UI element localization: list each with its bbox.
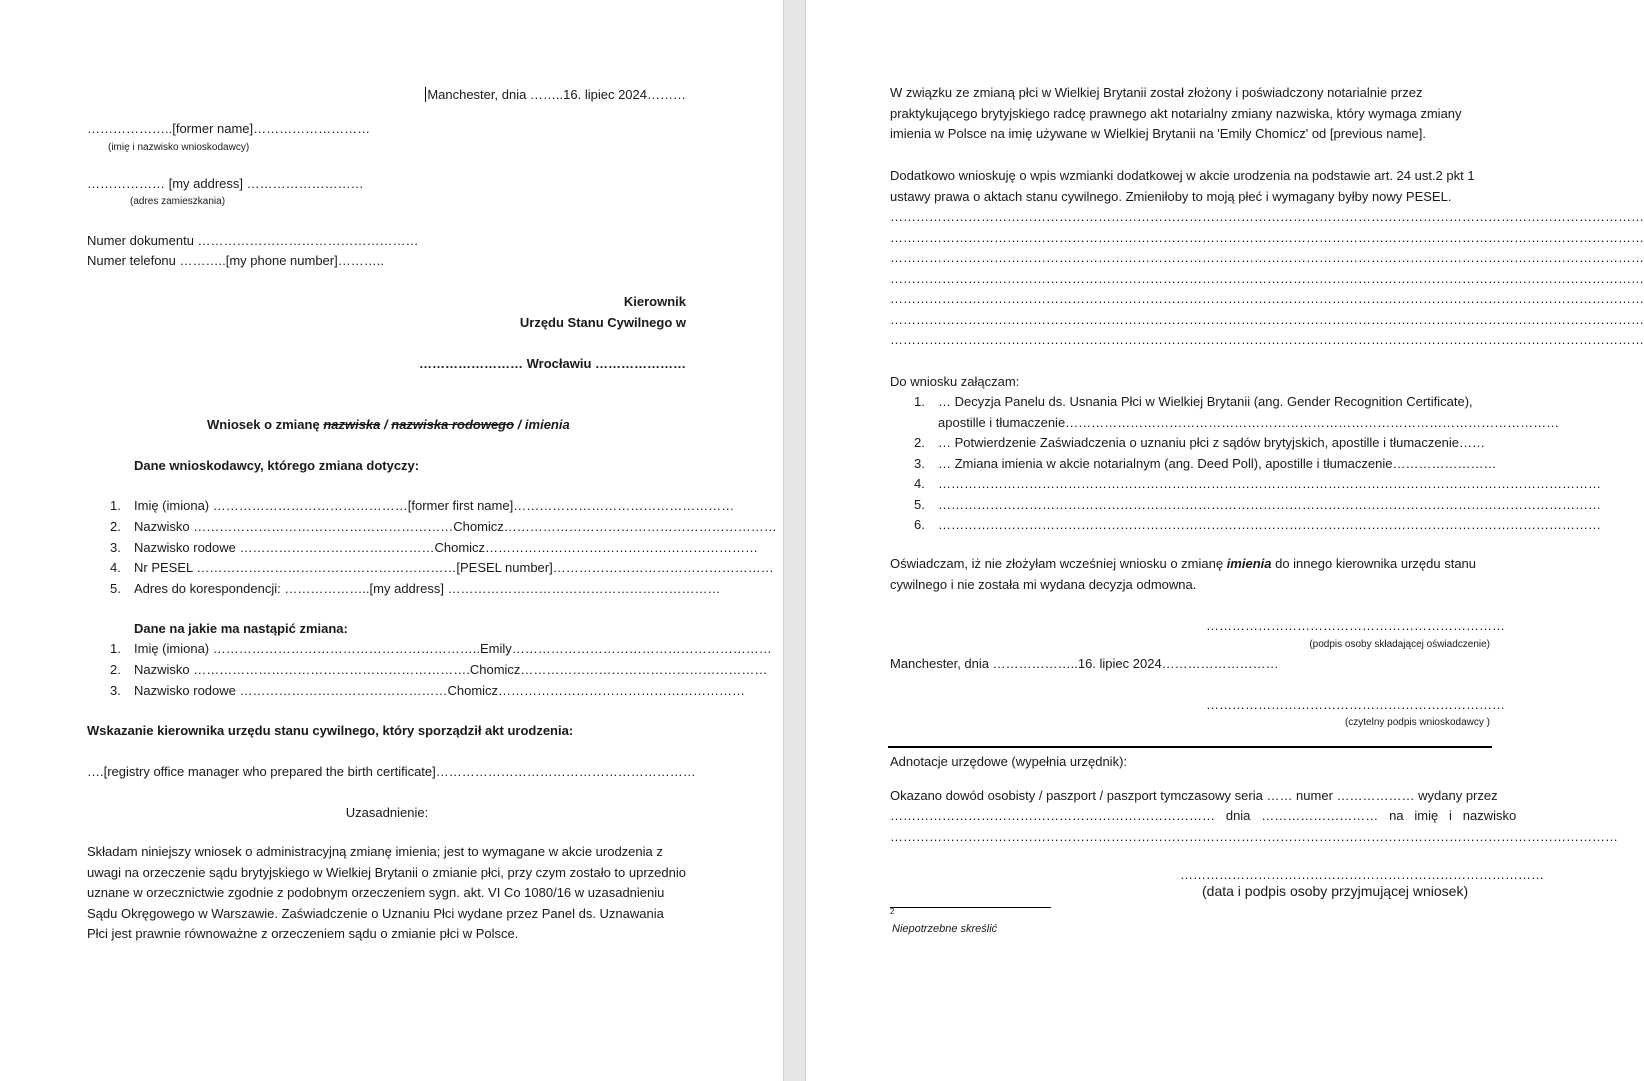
footnote-separator [890,907,1051,908]
intro-text: W związku ze zmianą płci w Wielkiej Brytanii został złożony i poświadczony notarialnie przez praktykującego brytyjskiego radcę prawnego akt notarialny zmiany nazwiska, który wymaga zmiany imienia w Polsce na imię używane w Wielkiej Brytanii na 'Emily Chomicz' od [previous name]. [890,85,1462,141]
phone-number: Numer telefonu ………..[my phone number]……….. [87,253,384,268]
registry-heading: Wskazanie kierownika urzędu stanu cywilnego, który sporządził akt urodzenia: [87,723,574,738]
official-line-2: ………………………………………………………………… dnia ……………………… na imię i nazwisko [890,808,1517,823]
signature-line-applicant: …………………………………………………………… [1206,697,1505,712]
official-signature-line: ………………………………………………………………………… [1180,867,1544,882]
list-item: 5. Adres do korespondencji: ………………..[my address] ……………………………………………………… [110,581,721,596]
attachment-item: 4. ……………………………………………………………………………………………………………………………………… [914,476,1601,491]
attachment-item: 2. … Potwierdzenie Zaświadczenia o uznaniu płci z sądów brytyjskich, apostille i tłumaczenie…… [914,435,1485,450]
attachment-item: 5. ……………………………………………………………………………………………………………………………………… [914,497,1601,512]
list-item: 3. Nazwisko rodowe ………………………………………Chomicz……………………………………………………… [110,540,759,555]
attachment-item: 6. ……………………………………………………………………………………………………………………………………… [914,517,1601,532]
section-divider [888,746,1492,748]
list-item: 4. Nr PESEL ……………………………………………………[PESEL number]…………………………………………… [110,560,774,575]
addressee-line2: Urzędu Stanu Cywilnego w [519,315,686,330]
dotted-line: ………………………………………………………………………………………………………………………………………………………… [890,229,1644,245]
additional-text: Dodatkowo wnioskuję o wpis wzmianki dodatkowej w akcie urodzenia na podstawie art. 24 ust.2 pkt 1 ustawy prawa o aktach stanu cywilnego. Zmieniłoby to moją płeć i wymagany byłby nowy PESEL. [890,168,1475,204]
official-signature-caption: (data i podpis osoby przyjmującej wniosek) [1202,883,1469,899]
addressee-line1: Kierownik [623,294,686,309]
dotted-line: ………………………………………………………………………………………………………………………………………………………… [890,250,1644,265]
dotted-line: ………………………………………………………………………………………………………………………………………………………… [890,311,1644,327]
list-item: 2. Nazwisko ……………………………………………………Chomicz……………………………………………………… [110,519,777,534]
list-item: 1. Imię (imiona) ………………………………………[former first name]…………………………………………… [110,498,735,513]
registry-line: ….[registry office manager who prepared the birth certificate]…………………………………………………… [87,764,696,779]
dotted-line: ………………………………………………………………………………………………………………………………………………………… [890,209,1644,224]
list-item: 3. Nazwisko rodowe …………………………………………Chomicz………………………………………………… [110,683,746,698]
dotted-lines [890,207,1644,351]
justification-text: Składam niniejszy wniosek o administracyjną zmianę imienia; jest to wymagane w akcie urodzenia z uwagi na orzeczenie sądu brytyjskiego w Wielkiej Brytanii o zmianie płci, przy czym zostało to uprzednio uznane w orzecznictwie zgodnie z podobnym orzeczeniem sygn. akt. VI Co 1080/16 w uzasadnieniu Sądu Okręgowego w Warszawie. Zaświadczenie o Uznaniu Płci wydane przez Panel ds. Uznawania Płci jest prawnie równoważne z orzeczeniem sądu o zmianie płci w Polsce. [87,844,686,941]
addressee-city: …………………… Wrocławiu ………………… [419,356,686,371]
list-item: 1. Imię (imiona) ……………………………………………………..Emily…………………………………………………… [110,641,772,656]
attachments-heading: Do wniosku załączam: [890,374,1020,389]
dotted-line: ………………………………………………………………………………………………………………………………………………………… [890,270,1644,286]
place-date-right: Manchester, dnia ………………..16. lipiec 2024……………………… [890,656,1279,671]
official-line-1: Okazano dowód osobisty / paszport / paszport tymczasowy seria …… numer ……………… wydany przez [890,788,1498,803]
title-option-maiden-name: nazwiska rodowego [391,417,515,432]
signature-caption-applicant: (czytelny podpis wnioskodawcy ) [1344,717,1490,728]
footnote-marker: 2 [890,907,895,916]
attachment-item-continuation: apostille i tłumaczenie…………………………………………………………………………………………………… [938,415,1560,430]
attachment-item: 3. … Zmiana imienia w akcie notarialnym (ang. Deed Poll), apostille i tłumaczenie…………………… [914,456,1497,471]
signature-line-declarant: …………………………………………………………… [1206,618,1505,633]
document-title: Wniosek o zmianę nazwiska / nazwiska rodowego / imienia [207,417,570,432]
former-name-caption: (imię i nazwisko wnioskodawcy) [108,142,250,153]
justification-heading: Uzasadnienie: [345,805,429,820]
title-option-surname: nazwiska [323,417,381,432]
place-date: Manchester, dnia ……..16. lipiec 2024……… [427,87,686,102]
dotted-line: ………………………………………………………………………………………………………………………………………………………… [890,332,1644,347]
change-heading: Dane na jakie ma nastąpić zmiana: [134,621,348,636]
dotted-line: ………………………………………………………………………………………………………………………………………………………… [890,291,1644,306]
address-caption: (adres zamieszkania) [130,196,226,207]
official-heading: Adnotacje urzędowe (wypełnia urzędnik): [890,754,1128,769]
address-line: ……………… [my address] ……………………… [87,176,364,191]
list-item: 2. Nazwisko ……………………………………………………….Chomicz………………………………………………… [110,662,768,677]
attachment-item: 1. … Decyzja Panelu ds. Usnania Płci w Wielkiej Brytanii (ang. Gender Recognition Certificate), [914,394,1473,409]
footnote-text: Niepotrzebne skreślić [892,923,998,935]
former-name-line: ………………..[former name]……………………… [87,121,371,136]
document-page-left [0,0,783,1081]
signature-caption-declarant: (podpis osoby składającej oświadczenie) [1309,639,1490,650]
document-page-right [806,0,1644,1081]
applicant-heading: Dane wnioskodawcy, którego zmiana dotyczy: [134,458,420,473]
page-separator [783,0,806,1081]
document-number: Numer dokumentu …………………………………………… [87,233,419,248]
official-line-3: …………………………………………………………………………………………………………………………………………………… [890,829,1618,844]
title-option-first-name: imienia [524,417,570,432]
declaration-text: Oświadczam, iż nie złożyłam wcześniej wniosku o zmianę imienia do innego kierownika urzędu stanu cywilnego i nie została mi wydana decyzja odmowna. [890,556,1477,592]
